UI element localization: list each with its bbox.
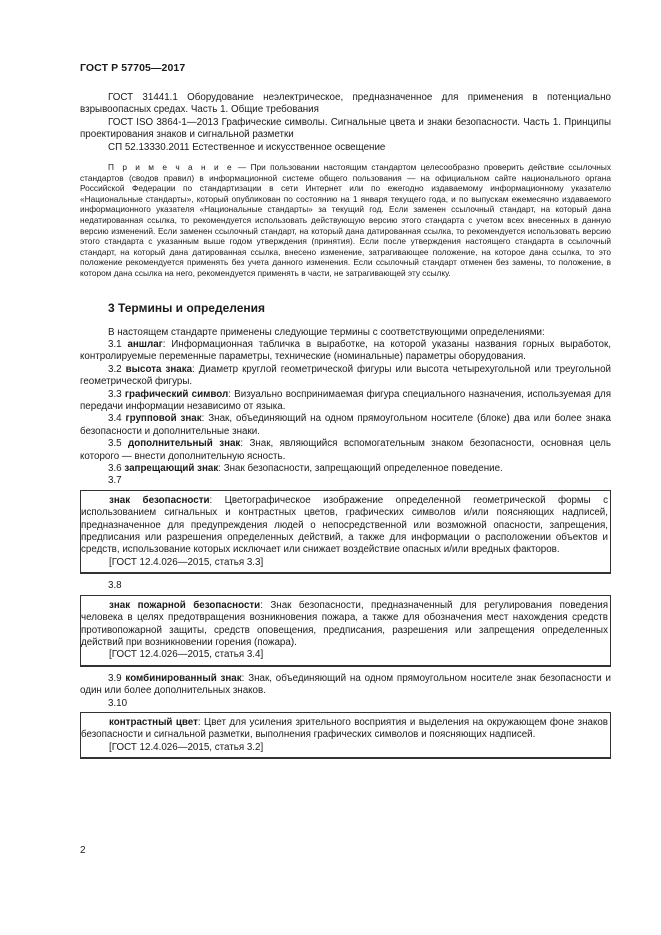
term-name: дополнительный знак xyxy=(128,438,241,450)
page-content xyxy=(80,92,611,763)
page-number: 2 xyxy=(80,845,86,856)
term-entry xyxy=(81,600,608,650)
term-entry xyxy=(81,717,608,742)
term-name: графический символ xyxy=(124,388,229,400)
borrowed-term-box xyxy=(80,595,611,667)
term-definition: : Информационная табличка в выработке, на которой указаны названия горных выработок, контролируемые переменные параметры, технические (номинальные) параметры оборудования. xyxy=(80,338,611,363)
term-name: аншлаг xyxy=(127,338,163,350)
term-name: групповой знак xyxy=(125,413,202,425)
term-definition: : Знак безопасности, предназначенный для регулирования поведения человека в целях предотвращения возникновения пожара, а также для обозначения мест нахождения средств противопожарной защиты, средств оповещения, предписания, разрешения или запрещения определенных действий при возникновении горения (пожара). xyxy=(81,599,609,648)
term-definition: : Диаметр круглой геометрической фигуры или высота четырехугольной или треугольной геометрической фигуры. xyxy=(80,363,611,388)
section-title: 3 Термины и определения xyxy=(108,300,266,315)
term-number: 3.9 xyxy=(108,672,126,684)
note-paragraph xyxy=(80,162,611,279)
note-label: П р и м е ч а н и е xyxy=(108,162,234,173)
term-entry xyxy=(80,413,611,438)
reference-entry: ГОСТ ISO 3864-1—2013 Графические символы. Сигнальные цвета и знаки безопасности. Часть 1. Принципы проектирования знаков и сигнальной разметки xyxy=(80,116,611,141)
term-name: высота знака xyxy=(125,363,193,375)
reference-entry: ГОСТ 31441.1 Оборудование неэлектрическое, предназначенное для применения в потенциально взрывоопасных средах. Часть 1. Общие требования xyxy=(80,92,611,116)
term-number: 3.7 xyxy=(108,475,122,487)
term-entry xyxy=(80,463,611,475)
term-source: [ГОСТ 12.4.026—2015, статья 3.4] xyxy=(109,649,264,661)
term-name: знак пожарной безопасности xyxy=(109,599,261,611)
term-source: [ГОСТ 12.4.026—2015, статья 3.3] xyxy=(109,556,264,568)
term-number: 3.5 xyxy=(108,438,128,450)
borrowed-term-box xyxy=(80,490,611,574)
term-entry xyxy=(80,364,611,389)
term-number: 3.10 xyxy=(108,697,128,709)
term-definition: : Цвет для усиления зрительного восприятия и выделения на окружающем фоне знаков безопасности и сигнальной разметки, выполнения графических символов и поясняющих надписей. xyxy=(81,716,609,741)
term-number: 3.8 xyxy=(108,580,122,592)
term-entry xyxy=(81,495,608,557)
term-name: знак безопасности xyxy=(109,494,210,506)
term-entry xyxy=(80,438,611,463)
term-source: [ГОСТ 12.4.026—2015, статья 3.2] xyxy=(109,741,264,753)
term-name: запрещающий знак xyxy=(124,463,219,475)
term-number: 3.1 xyxy=(108,338,128,350)
reference-entry: СП 52.13330.2011 Естественное и искусственное освещение xyxy=(108,141,386,153)
term-entry xyxy=(80,389,611,414)
term-definition: : Знак, являющийся вспомогательным знаком безопасности, основная цель которого — внести дополнительную ясность. xyxy=(80,438,611,462)
term-definition: : Знак, объединяющий на одном прямоугольном носителе знак безопасности и один или более дополнительных знаков. xyxy=(80,672,611,697)
term-number: 3.2 xyxy=(108,363,126,375)
note-text: — При пользовании настоящим стандартом целесообразно проверить действие ссылочных стандартов (сводов правил) в информационной системе общего пользования — на официальном сайте национального органа Российской Федерации по стандартизации в сети Интернет или по ежегодно издаваемому информационному указателю «Национальные стандарты», который опубликован по состоянию на 1 января текущего года, и по выпускам ежемесячно издаваемого информационного указателя «Национальные стандарты» за текущий год. Если заменен ссылочный стандарт, на который дана недатированная ссылка, то рекомендуется использовать действующую версию этого стандарта с учетом всех внесенных в данную версию изменений. Если заменен ссылочный стандарт, на который дана датированная ссылка, то рекомендуется использовать версию этого стандарта с указанным выше годом утверждения (принятия). Если после утверждения настоящего стандарта в ссылочный стандарт, на который дана датированная ссылка, внесено изменение, затрагивающее положение, на которое дана ссылка, то это положение рекомендуется применять без учета данного изменения. Если ссылочный стандарт отменен без замены, то положение, в котором дана ссылка на него, рекомендуется применять в части, не затрагивающей эту ссылку. xyxy=(80,162,611,278)
term-definition: : Цветографическое изображение определенной геометрической формы с использованием сигнальных и контрастных цветов, графических символов и/или поясняющих надписей, предназначенное для предупреждения людей о непосредственной или возможной опасности, запрещения, предписания или разрешения определенных действий, а также для информации о расположении объектов и средств, использование которых исключает или снижает воздействие опасных и/или вредных факторов. xyxy=(81,494,609,556)
term-definition: : Визуально воспринимаемая фигура специального назначения, используемая для передачи информации независимо от языка. xyxy=(80,388,612,412)
term-number: 3.4 xyxy=(108,413,126,425)
document-header: ГОСТ Р 57705—2017 xyxy=(80,62,186,74)
borrowed-term-box xyxy=(80,712,611,759)
section-intro: В настоящем стандарте применены следующие термины с соответствующими определениями: xyxy=(108,326,545,338)
term-name: контрастный цвет xyxy=(109,716,198,728)
term-definition: : Знак, объединяющий на одном прямоугольном носителе (блоке) два или более знака безопасности и дополнительные знаки. xyxy=(80,413,612,437)
term-entry xyxy=(80,673,611,698)
term-definition: : Знак безопасности, запрещающий определенное поведение. xyxy=(218,463,503,475)
term-number: 3.3 xyxy=(108,388,125,400)
term-number: 3.6 xyxy=(108,463,125,475)
term-name: комбинированный знак xyxy=(125,672,242,684)
term-entry xyxy=(80,339,611,364)
